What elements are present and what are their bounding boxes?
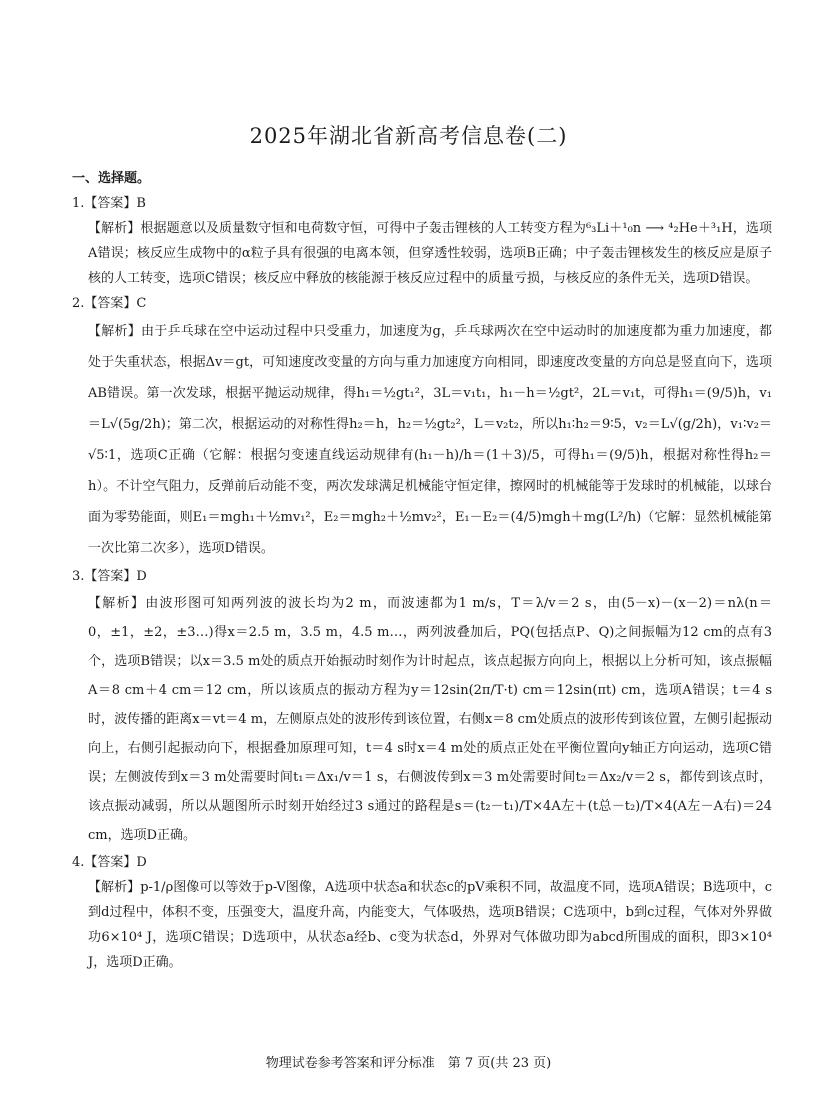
question-2	[72, 291, 772, 564]
page-title: 2025年湖北省新高考信息卷(二)	[249, 124, 568, 148]
question-3-analysis: 【解析】由波形图可知两列波的波长均为2 m，而波速都为1 m/s，T＝λ/v＝2 s，由(5－x)－(x－2)＝nλ(n＝0，±1，±2，±3…)得x＝2.5 m，3.5 m，4.5 m…，两列波叠加后，PQ(包括点P、Q)之间振幅为12 cm的点有3个，选项B错误；以x＝3.5 m处的质点开始振动时刻作为计时起点，该点起振方向向上，根据以上分析可知，该点振幅A＝8 cm＋4 cm＝12 cm，所以该质点的振动方程为y＝12sin(2π/T·t) cm＝12sin(πt) cm，选项A错误；t＝4 s时，波传播的距离x＝vt＝4 m，左侧原点处的波形传到该位置，右侧x＝8 cm处质点的波形传到该位置，左侧引起振动向上，右侧引起振动向下，根据叠加原理可知，t＝4 s时x＝4 m处的质点正处在平衡位置向y轴正方向运动，选项C错误；左侧波传到x＝3 m处需要时间t₁＝Δx₁/v＝1 s，右侧波传到x＝3 m处需要时间t₂＝Δx₂/v＝2 s，都传到该点时，该点振动减弱，所以从题图所示时刻开始经过3 s通过的路程是s＝(t₂－t₁)/T×4A左＋(t总－t₂)/T×4(A左－A右)＝24 cm，选项D正确。	[88, 596, 772, 843]
question-4-analysis: 【解析】p-1/ρ图像可以等效于p-V图像，A选项中状态a和状态c的pV乘积不同，故温度不同，选项A错误；B选项中，c到d过程中，体积不变，压强变大，温度升高，内能变大，气体吸热，选项B错误；C选项中，b到c过程，气体对外界做功6×10⁴ J，选项C错误；D选项中，从状态a经b、c变为状态d，外界对气体做功即为abcd所围成的面积，即3×10⁴ J，选项D正确。	[88, 880, 772, 970]
question-1	[72, 191, 772, 291]
answer-content	[72, 166, 772, 975]
question-4-answer: 4.【答案】D	[72, 855, 147, 870]
question-4	[72, 850, 772, 975]
question-1-analysis: 【解析】根据题意以及质量数守恒和电荷数守恒，可得中子轰击锂核的人工转变方程为⁶₃Li＋¹₀n ⟶ ⁴₂He＋³₁H，选项A错误；核反应生成物中的α粒子具有很强的电离本领，但穿透性较弱，选项B正确；中子轰击锂核发生的核反应是原子核的人工转变，选项C错误；核反应中释放的核能源于核反应过程中的质量亏损，与核反应的条件无关，选项D错误。	[88, 221, 772, 286]
question-3	[72, 564, 772, 850]
section-heading: 一、选择题。	[72, 171, 151, 186]
question-2-analysis: 【解析】由于乒乓球在空中运动过程中只受重力，加速度为g，乒乓球两次在空中运动时的加速度都为重力加速度，都处于失重状态，根据Δv＝gt，可知速度改变量的方向与重力加速度方向相同，即速度改变量的方向总是竖直向下，选项AB错误。第一次发球，根据平抛运动规律，得h₁＝½gt₁²，3L＝v₁t₁，h₁－h＝½gt²，2L＝v₁t，可得h₁＝(9/5)h，v₁＝L√(5g/2h)；第二次，根据运动的对称性得h₂＝h，h₂＝½gt₂²，L＝v₂t₂，所以h₁∶h₂＝9∶5，v₂＝L√(g/2h)，v₁∶v₂＝√5∶1，选项C正确（它解：根据匀变速直线运动规律有(h₁－h)/h＝(1＋3)/5，可得h₁＝(9/5)h，根据对称性得h₂＝h）。不计空气阻力，反弹前后动能不变，两次发球满足机械能守恒定律，擦网时的机械能等于发球时的机械能，以球台面为零势能面，则E₁＝mgh₁＋½mv₁²，E₂＝mgh₂＋½mv₂²，E₁－E₂＝(4/5)mgh＋mg(L²/h)（它解：显然机械能第一次比第二次多），选项D错误。	[88, 324, 772, 556]
question-1-answer: 1.【答案】B	[72, 196, 146, 211]
page-footer: 物理试卷参考答案和评分标准 第 7 页(共 23 页)	[265, 1056, 552, 1071]
question-3-answer: 3.【答案】D	[72, 569, 147, 584]
question-2-answer: 2.【答案】C	[72, 296, 147, 311]
